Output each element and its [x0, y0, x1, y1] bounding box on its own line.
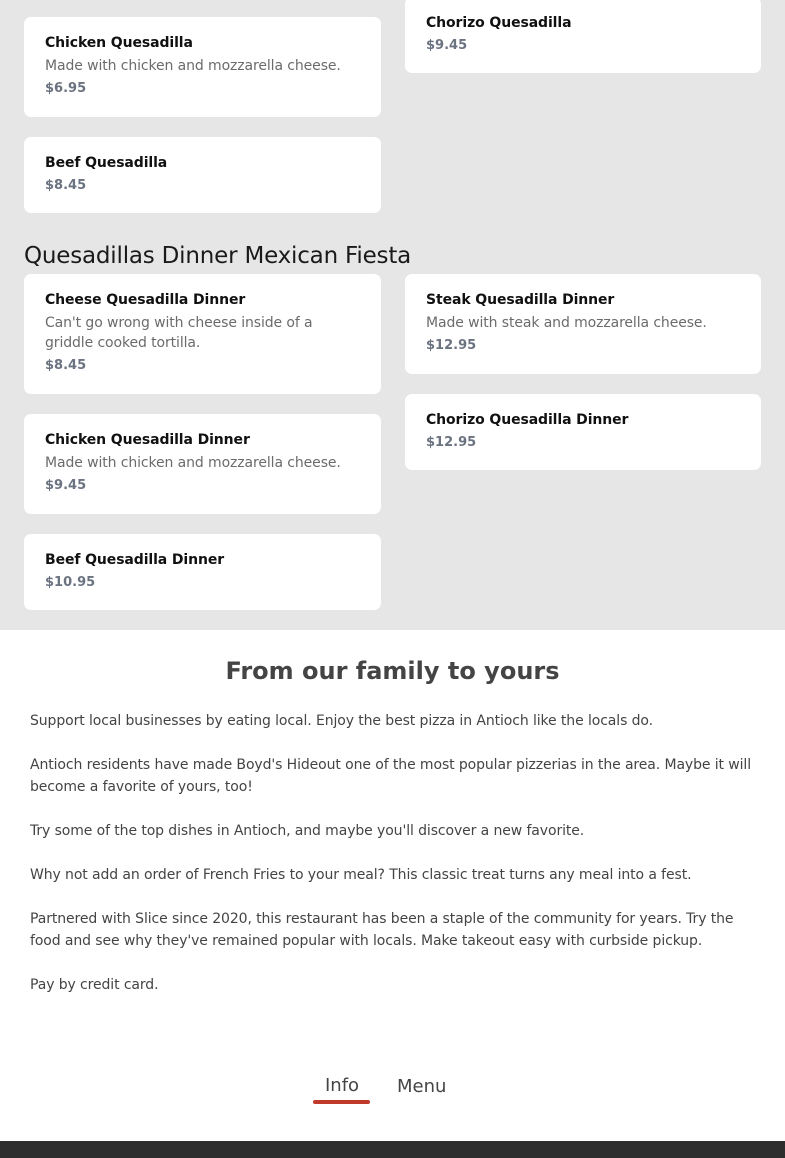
menu-item-chorizo-quesadilla-dinner[interactable] [405, 394, 761, 470]
active-tab-indicator [313, 1100, 370, 1104]
about-paragraph: Try some of the top dishes in Antioch, and maybe you'll discover a new favorite. [30, 823, 585, 839]
item-price: $12.95 [426, 435, 477, 450]
section-title: Quesadillas Dinner Mexican Fiesta [24, 243, 412, 269]
about-title: From our family to yours [225, 657, 560, 685]
item-name: Cheese Quesadilla Dinner [45, 292, 246, 308]
tab-info[interactable]: Info [325, 1075, 360, 1096]
menu-item-beef-quesadilla[interactable] [24, 137, 381, 213]
about-paragraph: Support local businesses by eating local. Enjoy the best pizza in Antioch like the locals do. [30, 713, 653, 729]
item-name: Beef Quesadilla Dinner [45, 552, 225, 568]
menu-item-chorizo-quesadilla[interactable] [405, 0, 761, 73]
item-name: Chorizo Quesadilla Dinner [426, 412, 629, 428]
item-price: $8.45 [45, 178, 87, 193]
item-price: $9.45 [45, 478, 87, 493]
item-price: $10.95 [45, 575, 96, 590]
item-name: Chorizo Quesadilla [426, 15, 572, 31]
about-paragraph: Partnered with Slice since 2020, this restaurant has been a staple of the community for years. Try the food and see why they've remained popular with locals. Make takeout easy with curbside pickup. [30, 911, 734, 949]
tab-menu[interactable]: Menu [397, 1076, 447, 1097]
about-paragraph: Antioch residents have made Boyd's Hideout one of the most popular pizzerias in the area. Maybe it will become a favorite of yours, too! [30, 757, 752, 795]
about-paragraph: Why not add an order of French Fries to your meal? This classic treat turns any meal into a fest. [30, 867, 692, 883]
item-description: Made with chicken and mozzarella cheese. [45, 58, 341, 74]
menu-item-steak-quesadilla-dinner[interactable] [405, 274, 761, 374]
menu-item-chicken-quesadilla-dinner[interactable] [24, 414, 381, 514]
item-name: Beef Quesadilla [45, 155, 168, 171]
item-price: $12.95 [426, 338, 477, 353]
item-description: Made with steak and mozzarella cheese. [426, 315, 707, 331]
tab-bar [0, 1068, 785, 1108]
item-price: $8.45 [45, 358, 87, 373]
footer-bar [0, 1141, 785, 1158]
item-price: $6.95 [45, 81, 87, 96]
item-name: Steak Quesadilla Dinner [426, 292, 615, 308]
item-description: Made with chicken and mozzarella cheese. [45, 455, 341, 471]
item-name: Chicken Quesadilla Dinner [45, 432, 250, 448]
about-paragraph: Pay by credit card. [30, 977, 159, 993]
item-name: Chicken Quesadilla [45, 35, 193, 51]
item-price: $9.45 [426, 38, 468, 53]
menu-item-chicken-quesadilla[interactable] [24, 17, 381, 117]
menu-item-beef-quesadilla-dinner[interactable] [24, 534, 381, 610]
menu-item-cheese-quesadilla-dinner[interactable] [24, 274, 381, 394]
item-description: Can't go wrong with cheese inside of a griddle cooked tortilla. [45, 315, 313, 351]
